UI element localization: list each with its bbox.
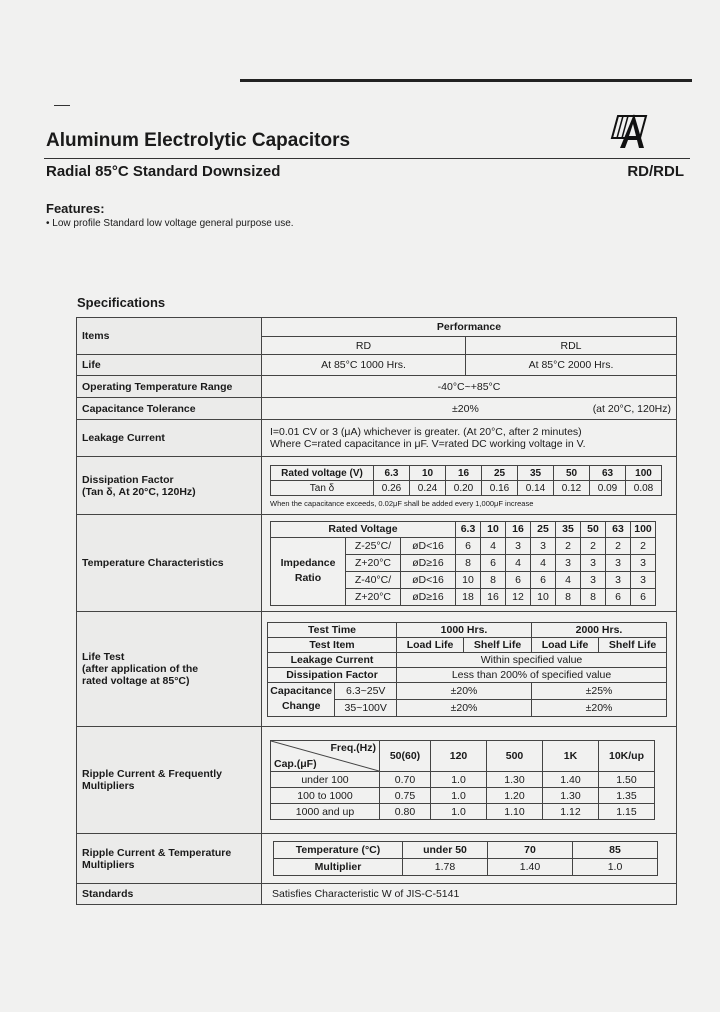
- freq-multiplier: 1.15: [599, 804, 655, 820]
- impedance-value: 16: [481, 588, 506, 605]
- load-life-2000: Load Life: [532, 637, 599, 652]
- temp-multiplier: 1.0: [573, 859, 658, 876]
- leakage-test-value: Within specified value: [397, 652, 667, 667]
- impedance-label: Impedance: [280, 557, 336, 569]
- multiplier-label: Multiplier: [274, 859, 403, 876]
- rdl-subheader: RDL: [466, 337, 677, 355]
- freq-multiplier: 1.30: [487, 772, 543, 788]
- freq-value: 120: [431, 741, 487, 772]
- freq-value: 10K/up: [599, 741, 655, 772]
- freq-cap-header: [271, 741, 380, 772]
- impedance-value: 4: [481, 537, 506, 554]
- ripple-temp-label: [77, 834, 262, 884]
- voltage-range-low: 6.3~25V: [335, 682, 397, 699]
- items-header: Items: [77, 318, 262, 355]
- df-voltage: 100: [626, 466, 662, 481]
- leakage-cell: [262, 420, 677, 457]
- test-time-row: [268, 622, 667, 637]
- leakage-line-2: Where C=rated capacitance in μF. V=rated DC working voltage in V.: [270, 438, 586, 450]
- freq-multiplier: 0.75: [380, 788, 431, 804]
- freq-multiplier: 1.0: [431, 772, 487, 788]
- ripple-temp-cell: [262, 834, 677, 884]
- test-item-label: Test Item: [268, 637, 397, 652]
- tan-delta-value: 0.20: [446, 481, 482, 496]
- ripple-freq-data-row: [271, 788, 655, 804]
- temp-char-cell: [262, 515, 677, 612]
- specifications-heading: Specifications: [77, 295, 166, 310]
- freq-multiplier: 1.40: [543, 772, 599, 788]
- feature-item: • Low profile Standard low voltage general purpose use.: [46, 218, 294, 229]
- temperature-value: 70: [488, 842, 573, 859]
- freq-value: 50(60): [380, 741, 431, 772]
- impedance-value: 2: [606, 537, 631, 554]
- tc-voltage: 16: [506, 521, 531, 537]
- ripple-temp-multiplier-row: [274, 859, 658, 876]
- tan-delta-value: 0.24: [410, 481, 446, 496]
- standards-value: Satisfies Characteristic W of JIS-C-5141: [262, 884, 677, 905]
- cap-change-low-2000: ±25%: [532, 682, 667, 699]
- impedance-value: 3: [581, 554, 606, 571]
- life-test-table: [267, 622, 667, 717]
- temp-char-table: [270, 521, 656, 606]
- freq-multiplier: 1.0: [431, 788, 487, 804]
- ripple-freq-header-row: [271, 741, 655, 772]
- impedance-value: 3: [531, 537, 556, 554]
- ripple-freq-label-2: Multipliers: [82, 780, 135, 792]
- tc-voltage: 63: [606, 521, 631, 537]
- temp-char-header-row: [271, 521, 656, 537]
- test-time-label: Test Time: [268, 622, 397, 637]
- impedance-value: 2: [581, 537, 606, 554]
- impedance-value: 3: [631, 554, 656, 571]
- freq-header-label: Freq.(Hz): [330, 742, 376, 754]
- tc-voltage: 10: [481, 521, 506, 537]
- page-subtitle: Radial 85°C Standard Downsized: [46, 163, 281, 180]
- impedance-value: 6: [631, 588, 656, 605]
- change-label: Change: [281, 700, 321, 712]
- dissipation-cell: [262, 457, 677, 515]
- freq-multiplier: 1.35: [599, 788, 655, 804]
- rd-subheader: RD: [262, 337, 466, 355]
- condition-label: Z+20°C: [346, 554, 401, 571]
- spec-header-row: [77, 318, 677, 337]
- impedance-value: 6: [506, 571, 531, 588]
- temp-multiplier: 1.40: [488, 859, 573, 876]
- cap-tolerance-cell: [262, 398, 677, 420]
- temperature-value: under 50: [403, 842, 488, 859]
- tan-delta-value: 0.26: [374, 481, 410, 496]
- operating-temp-value: -40°C~+85°C: [262, 376, 677, 398]
- standards-row: [77, 884, 677, 905]
- temperature-label: Temperature (°C): [274, 842, 403, 859]
- tan-delta-value: 0.12: [554, 481, 590, 496]
- tc-voltage: 100: [631, 521, 656, 537]
- life-label: Life: [77, 355, 262, 376]
- freq-multiplier: 1.10: [487, 804, 543, 820]
- impedance-value: 4: [531, 554, 556, 571]
- life-test-label: [77, 612, 262, 727]
- tc-voltage: 25: [531, 521, 556, 537]
- shelf-life-2000: Shelf Life: [599, 637, 667, 652]
- freq-multiplier: 1.50: [599, 772, 655, 788]
- temperature-value: 85: [573, 842, 658, 859]
- life-test-label-3: rated voltage at 85°C): [82, 675, 190, 687]
- specifications-table: [76, 317, 677, 905]
- performance-header: Performance: [262, 318, 677, 337]
- capacitance-change-label: [268, 682, 335, 716]
- tc-voltage: 6.3: [456, 521, 481, 537]
- dissipation-table: [270, 465, 662, 496]
- life-rdl: At 85°C 2000 Hrs.: [466, 355, 677, 376]
- test-time-2000: 2000 Hrs.: [532, 622, 667, 637]
- features-heading: Features:: [46, 201, 105, 216]
- operating-temp-label: Operating Temperature Range: [77, 376, 262, 398]
- tan-delta-label: Tan δ: [271, 481, 374, 496]
- impedance-value: 6: [606, 588, 631, 605]
- impedance-value: 2: [556, 537, 581, 554]
- cap-range: 1000 and up: [271, 804, 380, 820]
- freq-multiplier: 1.12: [543, 804, 599, 820]
- cap-header-label: Cap.(μF): [274, 758, 317, 770]
- tc-voltage: 35: [556, 521, 581, 537]
- leakage-test-label: Leakage Current: [268, 652, 397, 667]
- cap-change-high-1000: ±20%: [397, 699, 532, 716]
- condition-label: Z+20°C: [346, 588, 401, 605]
- life-test-row: [77, 612, 677, 727]
- dissipation-note: When the capacitance exceeds, 0.02μF shall be added every 1,000μF increase: [270, 499, 534, 508]
- df-voltage: 25: [482, 466, 518, 481]
- diameter-label: øD<16: [401, 537, 456, 554]
- standards-label: Standards: [77, 884, 262, 905]
- ripple-freq-data-row: [271, 772, 655, 788]
- condition-label: Z-25°C/: [346, 537, 401, 554]
- impedance-value: 3: [506, 537, 531, 554]
- impedance-value: 3: [606, 554, 631, 571]
- leakage-line-1: I=0.01 CV or 3 (μA) whichever is greater. (At 20°C, after 2 minutes): [270, 426, 582, 438]
- rated-voltage-header: Rated Voltage: [271, 521, 456, 537]
- tan-delta-value: 0.09: [590, 481, 626, 496]
- life-test-label-1: Life Test: [82, 651, 125, 663]
- freq-value: 500: [487, 741, 543, 772]
- leakage-row: [77, 420, 677, 457]
- tan-delta-value: 0.14: [518, 481, 554, 496]
- impedance-value: 4: [506, 554, 531, 571]
- impedance-value: 8: [556, 588, 581, 605]
- ripple-temp-table: [273, 841, 658, 876]
- shelf-life-1000: Shelf Life: [464, 637, 532, 652]
- cap-tolerance-row: [77, 398, 677, 420]
- ratio-label: Ratio: [294, 572, 322, 584]
- dissipation-label-2: (Tan δ, At 20°C, 120Hz): [82, 485, 196, 498]
- tan-delta-value: 0.08: [626, 481, 662, 496]
- tc-voltage: 50: [581, 521, 606, 537]
- impedance-value: 18: [456, 588, 481, 605]
- diameter-label: øD≥16: [401, 554, 456, 571]
- ripple-freq-label-1: Ripple Current & Frequently: [82, 768, 223, 780]
- impedance-value: 8: [481, 571, 506, 588]
- life-row: [77, 355, 677, 376]
- page-title: Aluminum Electrolytic Capacitors: [46, 130, 351, 151]
- series-code: RD/RDL: [627, 163, 684, 180]
- test-time-1000: 1000 Hrs.: [397, 622, 532, 637]
- ripple-temp-label-1: Ripple Current & Temperature: [82, 846, 232, 859]
- df-voltage: 35: [518, 466, 554, 481]
- capacitance-low-row: [268, 682, 667, 699]
- freq-multiplier: 1.0: [431, 804, 487, 820]
- life-rd: At 85°C 1000 Hrs.: [262, 355, 466, 376]
- freq-value: 1K: [543, 741, 599, 772]
- ripple-temp-header-row: [274, 842, 658, 859]
- voltage-range-high: 35~100V: [335, 699, 397, 716]
- freq-multiplier: 1.30: [543, 788, 599, 804]
- capacitance-label: Capacitance: [270, 685, 333, 697]
- impedance-value: 8: [456, 554, 481, 571]
- ripple-temp-row: [77, 834, 677, 884]
- dissipation-voltage-row: [271, 466, 662, 481]
- brand-logo-icon: [606, 110, 656, 152]
- margin-dash: [54, 105, 70, 106]
- dissipation-test-label: Dissipation Factor: [268, 667, 397, 682]
- impedance-value: 3: [556, 554, 581, 571]
- impedance-value: 10: [531, 588, 556, 605]
- impedance-value: 4: [556, 571, 581, 588]
- ripple-freq-label: [77, 727, 262, 834]
- df-voltage: 10: [410, 466, 446, 481]
- condition-label: Z-40°C/: [346, 571, 401, 588]
- impedance-value: 2: [631, 537, 656, 554]
- impedance-value: 3: [606, 571, 631, 588]
- temp-char-label: Temperature Characteristics: [77, 515, 262, 612]
- header-rule: [44, 158, 690, 159]
- df-voltage: 16: [446, 466, 482, 481]
- top-rule: [240, 79, 692, 82]
- ripple-freq-table: [270, 740, 655, 820]
- impedance-ratio-label: [271, 537, 346, 605]
- dissipation-label: [77, 457, 262, 515]
- operating-temp-row: [77, 376, 677, 398]
- cap-tolerance-value: ±20%: [452, 402, 479, 415]
- cap-tolerance-label: Capacitance Tolerance: [77, 398, 262, 420]
- dissipation-row: [77, 457, 677, 515]
- ripple-freq-row: [77, 727, 677, 834]
- diameter-label: øD<16: [401, 571, 456, 588]
- impedance-value: 8: [581, 588, 606, 605]
- cap-change-high-2000: ±20%: [532, 699, 667, 716]
- load-life-1000: Load Life: [397, 637, 464, 652]
- freq-multiplier: 0.70: [380, 772, 431, 788]
- ripple-freq-cell: [262, 727, 677, 834]
- impedance-value: 6: [531, 571, 556, 588]
- cap-range: under 100: [271, 772, 380, 788]
- dissipation-tan-row: [271, 481, 662, 496]
- dissipation-label-1: Dissipation Factor: [82, 473, 174, 486]
- df-voltage: 50: [554, 466, 590, 481]
- diameter-label: øD≥16: [401, 588, 456, 605]
- impedance-value: 6: [481, 554, 506, 571]
- cap-range: 100 to 1000: [271, 788, 380, 804]
- temp-multiplier: 1.78: [403, 859, 488, 876]
- impedance-value: 6: [456, 537, 481, 554]
- dissipation-test-row: [268, 667, 667, 682]
- tan-delta-value: 0.16: [482, 481, 518, 496]
- temp-char-row: [77, 515, 677, 612]
- temp-char-data-row: [271, 537, 656, 554]
- cap-tolerance-note: (at 20°C, 120Hz): [592, 402, 672, 415]
- leakage-test-row: [268, 652, 667, 667]
- dissipation-test-value: Less than 200% of specified value: [397, 667, 667, 682]
- life-test-cell: [262, 612, 677, 727]
- impedance-value: 3: [581, 571, 606, 588]
- impedance-value: 3: [631, 571, 656, 588]
- df-voltage: 63: [590, 466, 626, 481]
- ripple-temp-label-2: Multipliers: [82, 858, 135, 871]
- impedance-value: 12: [506, 588, 531, 605]
- df-voltage: 6.3: [374, 466, 410, 481]
- test-item-row: [268, 637, 667, 652]
- cap-change-low-1000: ±20%: [397, 682, 532, 699]
- life-test-label-2: (after application of the: [82, 663, 199, 675]
- rated-voltage-label: Rated voltage (V): [271, 466, 374, 481]
- ripple-freq-data-row: [271, 804, 655, 820]
- freq-multiplier: 1.20: [487, 788, 543, 804]
- impedance-value: 10: [456, 571, 481, 588]
- freq-multiplier: 0.80: [380, 804, 431, 820]
- leakage-label: Leakage Current: [77, 420, 262, 457]
